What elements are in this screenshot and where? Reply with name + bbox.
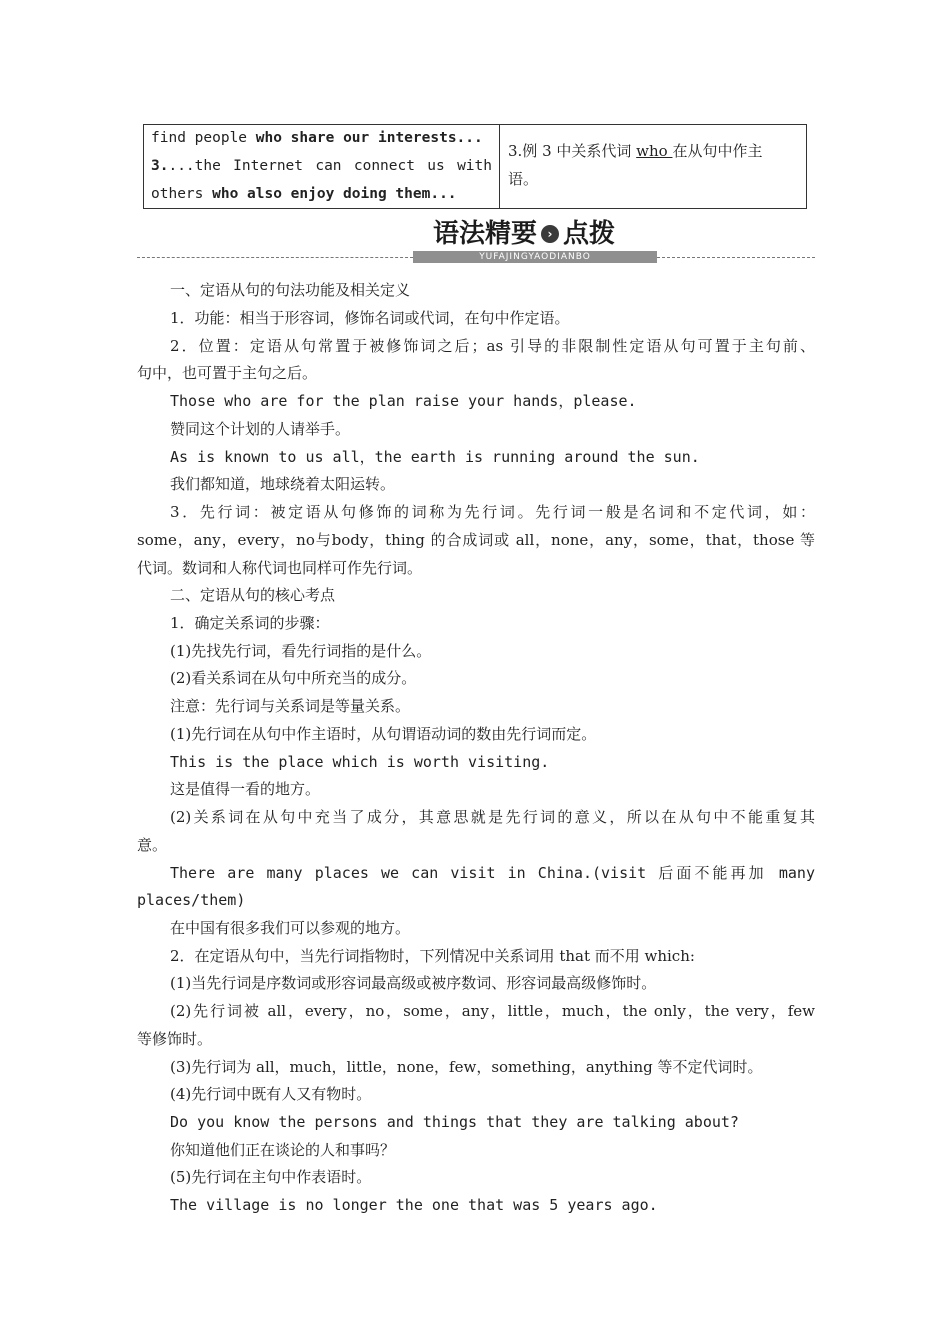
paragraph-line: 1．功能：相当于形容词，修饰名词或代词，在句中作定语。 <box>170 309 570 327</box>
table-right-line: 语。 <box>508 170 539 188</box>
line-bold-text: who share our interests... <box>255 130 483 146</box>
paragraph-line: some，any，every，no与body，thing 的合成词或 all，none，any，some，that，those 等 <box>137 531 815 549</box>
chevron-right-icon: › <box>541 225 559 243</box>
table-left-line <box>151 127 492 155</box>
paragraph-line: (2)先行词被 all，every，no，some，any，little，much，the only，the very，few <box>170 1002 815 1020</box>
paragraph-line: (5)先行词在主句中作表语时。 <box>170 1168 372 1186</box>
paragraph-line: (1)当先行词是序数词或形容词最高级或被序数词、形容词最高级修饰时。 <box>170 974 657 992</box>
paragraph-line: 等修饰时。 <box>137 1030 213 1048</box>
right-text: 在从句中作主 <box>672 142 763 160</box>
example-sentence: Those who are for the plan raise your hands，please. <box>170 392 637 410</box>
example-sentence: Do you know the persons and things that they are talking about? <box>170 1113 739 1131</box>
paragraph-line: 1．确定关系词的步骤： <box>170 614 330 632</box>
table-right-cell <box>500 125 806 208</box>
banner-title-left: 语法精要 <box>433 219 538 249</box>
example-sentence: There are many places we can visit in China.(visit 后面不能再加 many <box>170 864 815 882</box>
banner-title-right: 点拨 <box>563 219 616 249</box>
translation-line: 我们都知道，地球绕着太阳运转。 <box>170 475 396 493</box>
paragraph-line: 代词。数词和人称代词也同样可作先行词。 <box>137 559 423 577</box>
table-right-line <box>508 137 798 165</box>
line-text: others <box>151 186 213 202</box>
example-sentence: The village is no longer the one that was 5 years ago. <box>170 1196 658 1214</box>
paragraph-line: (1)先找先行词，看先行词指的是什么。 <box>170 642 432 660</box>
line-text: find people <box>151 130 256 146</box>
translation-line: 在中国有很多我们可以参观的地方。 <box>170 919 411 937</box>
section-heading: 一、定语从句的句法功能及相关定义 <box>170 281 411 299</box>
banner-subtitle: YUFAJINGYAODIANBO <box>413 251 657 263</box>
paragraph-line: 注意：先行词与关系词是等量关系。 <box>170 697 411 715</box>
table-left-line <box>151 183 492 211</box>
paragraph-line: (4)先行词中既有人又有物时。 <box>170 1085 372 1103</box>
dashed-divider <box>657 257 815 258</box>
paragraph-line: (3)先行词为 all，much，little，none，few，something，anything 等不定代词时。 <box>170 1058 763 1076</box>
section-banner <box>137 216 815 266</box>
translation-line: 赞同这个计划的人请举手。 <box>170 420 351 438</box>
example-sentence: As is known to us all，the earth is running around the sun. <box>170 448 700 466</box>
paragraph-line: (2)关系词在从句中充当了成分，其意思就是先行词的意义，所以在从句中不能重复其 <box>170 808 815 826</box>
paragraph-line: 句中，也可置于主句之后。 <box>137 364 318 382</box>
line-text-visible: ...the Internet can connect us with <box>168 158 492 174</box>
line-bold-text: who also enjoy doing them... <box>212 186 457 202</box>
table-left-cell <box>144 125 500 208</box>
paragraph-line: 2．位置：定语从句常置于被修饰词之后；as 引导的非限制性定语从句可置于主句前、 <box>170 337 815 355</box>
underlined-word: who <box>636 142 673 160</box>
section-heading: 二、定语从句的核心考点 <box>170 586 336 604</box>
paragraph-line: (1)先行词在从句中作主语时，从句谓语动词的数由先行词而定。 <box>170 725 597 743</box>
dashed-divider <box>137 257 413 258</box>
example-sentence: This is the place which is worth visiting. <box>170 753 550 771</box>
translation-line: 你知道他们正在谈论的人和事吗？ <box>170 1141 396 1159</box>
paragraph-line: 意。 <box>137 836 168 854</box>
paragraph-line: 2．在定语从句中，当先行词指物时，下列情况中关系词用 that 而不用 which: <box>170 947 695 965</box>
banner-title <box>433 218 615 250</box>
right-text: 3.例 3 中关系代词 <box>508 142 637 160</box>
example-sentence: places/them) <box>137 891 246 909</box>
translation-line: 这是值得一看的地方。 <box>170 780 321 798</box>
table-left-line <box>151 155 492 183</box>
paragraph-line: 3．先行词：被定语从句修饰的词称为先行词。先行词一般是名词和不定代词，如： <box>170 503 815 521</box>
paragraph-line: (2)看关系词在从句中所充当的成分。 <box>170 669 417 687</box>
line-bold-number: 3. <box>151 158 169 174</box>
example-table <box>143 124 807 209</box>
